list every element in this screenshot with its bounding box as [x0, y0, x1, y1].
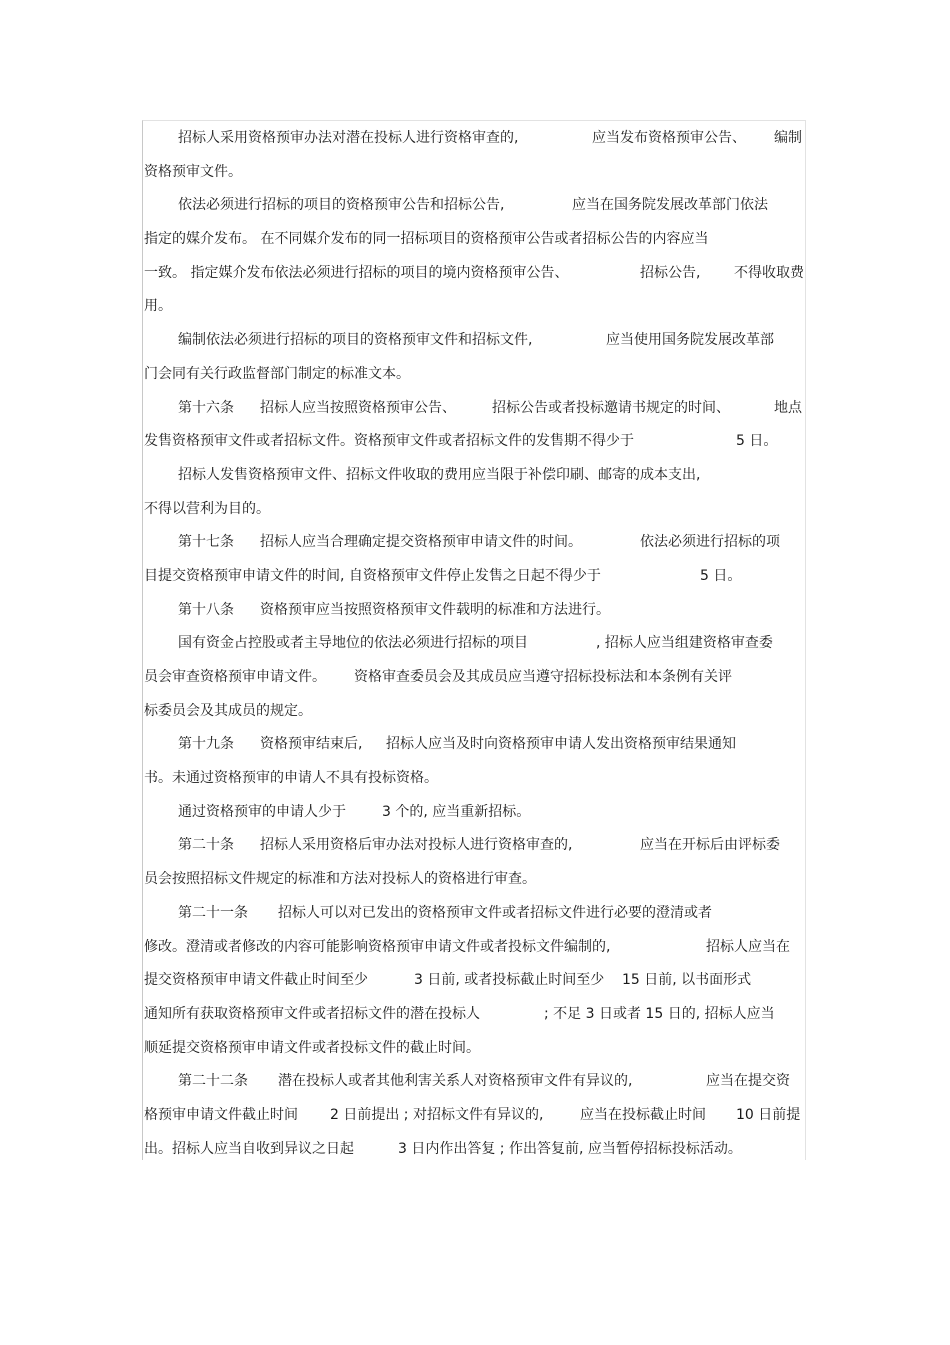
text-line	[144, 1099, 804, 1133]
text-segment: 招标公告或者投标邀请书规定的时间、	[492, 399, 730, 416]
text-segment: 招标人发售资格预审文件、招标文件收取的费用应当限于补偿印刷、邮寄的成本支出,	[178, 466, 701, 483]
text-segment: 门会同有关行政监督部门制定的标准文本。	[144, 365, 410, 382]
text-segment: 提交资格预审申请文件截止时间至少	[144, 972, 368, 989]
text-line	[144, 392, 804, 426]
document-body	[144, 122, 804, 1166]
text-segment: 员会按照招标文件规定的标准和方法对投标人的资格进行审查。	[144, 871, 536, 888]
text-segment: 第二十二条	[178, 1073, 248, 1090]
text-segment: 顺延提交资格预审申请文件或者投标文件的截止时间。	[144, 1039, 480, 1056]
text-segment: 应当发布资格预审公告、	[592, 130, 746, 146]
text-segment: 潜在投标人或者其他利害关系人对资格预审文件有异议的,	[278, 1073, 633, 1090]
text-line	[144, 897, 804, 931]
text-line	[144, 762, 804, 796]
text-segment: 应当在投标截止时间	[580, 1106, 706, 1123]
text-segment: 修改。澄清或者修改的内容可能影响资格预审申请文件或者投标文件编制的,	[144, 938, 611, 955]
text-segment: 依法必须进行招标的项	[640, 534, 780, 551]
text-segment: 第十八条	[178, 601, 234, 618]
text-segment: 依法必须进行招标的项目的资格预审公告和招标公告,	[178, 197, 505, 214]
text-line	[144, 560, 804, 594]
text-segment: 应当在提交资	[706, 1073, 790, 1090]
text-line	[144, 627, 804, 661]
text-segment: 目提交资格预审申请文件的时间, 自资格预审文件停止发售之日起不得少于	[144, 567, 601, 584]
text-line	[144, 829, 804, 863]
text-segment: 编制	[774, 130, 802, 146]
text-line	[144, 1133, 804, 1167]
text-segment: 出。招标人应当自收到异议之日起	[144, 1140, 354, 1157]
text-segment: 标委员会及其成员的规定。	[144, 702, 312, 719]
text-segment: 编制依法必须进行招标的项目的资格预审文件和招标文件,	[178, 332, 533, 349]
text-segment: 应当使用国务院发展改革部	[606, 332, 774, 349]
text-segment: 15 日前, 以书面形式	[622, 972, 752, 989]
text-line	[144, 425, 804, 459]
text-line	[144, 324, 804, 358]
text-segment: 资格审查委员会及其成员应当遵守招标投标法和本条例有关评	[354, 669, 732, 685]
text-segment: , 招标人应当组建资格审查委	[596, 635, 773, 652]
text-segment: 用。	[144, 298, 172, 315]
text-line	[144, 998, 804, 1032]
text-line	[144, 156, 804, 190]
text-line	[144, 594, 804, 628]
text-segment: 3 日前, 或者投标截止时间至少	[414, 972, 605, 989]
text-segment: 指定的媒介发布。 在不同媒介发布的同一招标项目的资格预审公告或者招标公告的内容应当	[144, 231, 709, 248]
text-segment: ; 不足 3 日或者 15 日的, 招标人应当	[544, 1005, 775, 1022]
text-line	[144, 728, 804, 762]
text-segment: 招标公告,	[640, 264, 701, 281]
text-segment: 招标人可以对已发出的资格预审文件或者招标文件进行必要的澄清或者	[278, 904, 712, 921]
text-segment: 5 日。	[700, 567, 742, 584]
text-segment: 国有资金占控股或者主导地位的依法必须进行招标的项目	[178, 635, 528, 652]
text-segment: 书。未通过资格预审的申请人不具有投标资格。	[144, 770, 438, 787]
text-line	[144, 1065, 804, 1099]
text-line	[144, 964, 804, 998]
text-segment: 第十六条	[178, 399, 234, 416]
text-segment: 员会审查资格预审申请文件。	[144, 669, 326, 685]
text-line	[144, 189, 804, 223]
text-segment: 地点	[774, 399, 802, 416]
text-line	[144, 257, 804, 291]
text-line	[144, 661, 804, 695]
text-line	[144, 459, 804, 493]
text-segment: 第十九条	[178, 736, 234, 753]
text-segment: 一致。 指定媒介发布依法必须进行招标的项目的境内资格预审公告、	[144, 264, 569, 281]
text-segment: 第二十一条	[178, 904, 248, 921]
text-segment: 第二十条	[178, 837, 234, 854]
text-segment: 2 日前提出 ; 对招标文件有异议的,	[330, 1106, 544, 1123]
text-segment: 应当在国务院发展改革部门依法	[572, 197, 768, 214]
text-segment: 招标人应当合理确定提交资格预审申请文件的时间。	[260, 534, 582, 551]
text-line	[144, 863, 804, 897]
text-segment: 资格预审应当按照资格预审文件载明的标准和方法进行。	[260, 601, 610, 618]
text-line	[144, 1032, 804, 1066]
text-line	[144, 223, 804, 257]
text-segment: 通过资格预审的申请人少于	[178, 803, 346, 820]
text-segment: 3 个的, 应当重新招标。	[382, 803, 531, 820]
text-segment: 招标人应当在	[706, 938, 790, 955]
text-line	[144, 493, 804, 527]
text-line	[144, 290, 804, 324]
text-segment: 5 日。	[736, 433, 778, 450]
text-segment: 格预审申请文件截止时间	[144, 1106, 298, 1123]
text-segment: 第十七条	[178, 534, 234, 551]
text-segment: 10 日前提	[736, 1106, 801, 1123]
text-segment: 发售资格预审文件或者招标文件。资格预审文件或者招标文件的发售期不得少于	[144, 433, 634, 450]
text-segment: 资格预审结束后,	[260, 736, 363, 753]
text-line	[144, 358, 804, 392]
text-segment: 不得以营利为目的。	[144, 500, 270, 517]
text-segment: 3 日内作出答复 ; 作出答复前, 应当暂停招标投标活动。	[398, 1140, 742, 1157]
text-segment: 不得收取费	[734, 264, 804, 281]
text-segment: 招标人应当按照资格预审公告、	[260, 399, 456, 416]
text-line	[144, 796, 804, 830]
text-segment: 应当在开标后由评标委	[640, 837, 780, 854]
text-segment: 招标人应当及时向资格预审申请人发出资格预审结果通知	[386, 736, 736, 753]
text-line	[144, 122, 804, 156]
text-line	[144, 931, 804, 965]
text-line	[144, 526, 804, 560]
text-segment: 通知所有获取资格预审文件或者招标文件的潜在投标人	[144, 1005, 480, 1022]
text-segment: 资格预审文件。	[144, 163, 242, 180]
text-line	[144, 695, 804, 729]
text-segment: 招标人采用资格预审办法对潜在投标人进行资格审查的,	[178, 130, 519, 146]
text-segment: 招标人采用资格后审办法对投标人进行资格审查的,	[260, 837, 573, 854]
